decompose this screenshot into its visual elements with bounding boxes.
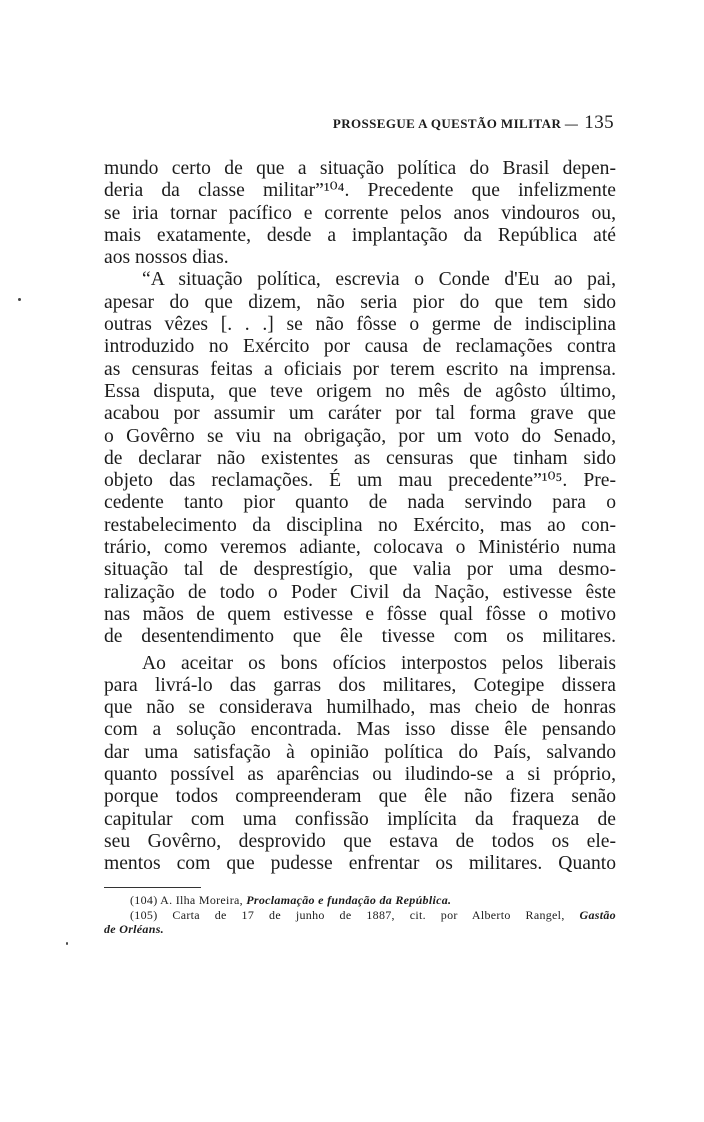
text-line: deria da classe militar”¹⁰⁴. Precedente que infelizmente <box>104 180 616 202</box>
paragraph-1 <box>104 158 616 269</box>
text-line: de desentendimento que êle tivesse com os militares. <box>104 626 616 648</box>
text-line: outras vêzes [. . .] se não fôsse o germe de indisciplina <box>104 314 616 336</box>
text-line: apesar do que dizem, não seria pior do que tem sido <box>104 291 616 313</box>
footnote-text: A. Ilha Moreira, <box>160 893 243 907</box>
footnote-105-continuation <box>104 922 616 937</box>
footnote-number: (105) <box>130 907 158 922</box>
text-line: para livrá-lo das garras dos militares, Cotegipe dissera <box>104 674 616 696</box>
text-line: quanto possível as aparências ou iludindo-se a si próprio, <box>104 764 616 786</box>
text-line: restabelecimento da disciplina no Exército, mas ao con- <box>104 514 616 536</box>
text-line: seu Govêrno, desprovido que estava de todos os ele- <box>104 830 616 852</box>
paragraph-2 <box>104 269 616 648</box>
page-number: 135 <box>584 112 614 133</box>
text-line: capitular com uma confissão implícita da fraqueza de <box>104 808 616 830</box>
text-line: mentos com que pudesse enfrentar os militares. Quanto <box>104 853 616 875</box>
text-line: ralização de todo o Poder Civil da Nação, estivesse êste <box>104 581 616 603</box>
text-line: Ao aceitar os bons ofícios interpostos pelos liberais <box>142 652 616 674</box>
scan-speck <box>18 298 21 301</box>
text-line: que não se considerava humilhado, mas cheio de honras <box>104 697 616 719</box>
text-line: acabou por assumir um caráter por tal forma grave que <box>104 403 616 425</box>
footnote-105 <box>104 908 616 923</box>
text-line: aos nossos dias. <box>104 247 229 269</box>
text-line: introduzido no Exército por causa de reclamações contra <box>104 336 616 358</box>
text-line: cedente tanto pior quanto de nada servindo para o <box>104 492 616 514</box>
footnote-title: Proclamação e fundação da República. <box>246 893 452 907</box>
text-line: mundo certo de que a situação política do Brasil depen- <box>104 158 616 179</box>
running-head: PROSSEGUE A QUESTÃO MILITAR — <box>332 116 579 131</box>
text-line: mais exatamente, desde a implantação da República até <box>104 224 616 246</box>
footnote-title: de Orléans. <box>104 922 164 936</box>
text-line: se iria tornar pacífico e corrente pelos anos vindouros ou, <box>104 202 616 224</box>
text-line: dar uma satisfação à opinião política do País, salvando <box>104 741 616 763</box>
text-line: trário, como veremos adiante, colocava o Ministério numa <box>104 537 616 559</box>
text-line: nas mãos de quem estivesse e fôsse qual fôsse o motivo <box>104 603 616 625</box>
text-line: o Govêrno se viu na obrigação, por um voto do Senado, <box>104 425 616 447</box>
footnote-number: (104) <box>130 893 158 907</box>
text-line: de declarar não existentes as censuras que tinham sido <box>104 447 616 469</box>
text-line: situação tal de desprestígio, que valia por uma desmo- <box>104 559 616 581</box>
footnotes <box>104 893 616 937</box>
text-line: Essa disputa, que teve origem no mês de agôsto último, <box>104 380 616 402</box>
text-line: “A situação política, escrevia o Conde d'Eu ao pai, <box>142 269 616 291</box>
paragraph-3 <box>104 653 616 876</box>
page-header <box>274 112 614 134</box>
footnote-text: Carta de 17 de junho de 1887, cit. por Alberto Rangel, <box>172 907 565 922</box>
text-line: porque todos compreenderam que êle não fizera senão <box>104 786 616 808</box>
text-line: objeto das reclamações. É um mau precedente”¹⁰⁵. Pre- <box>104 470 616 492</box>
footnote-104 <box>104 893 616 908</box>
main-text <box>104 158 616 876</box>
text-line: com a solução encontrada. Mas isso disse êle pensando <box>104 719 616 741</box>
text-line: as censuras feitas a oficiais por terem escrito na imprensa. <box>104 358 616 380</box>
scan-speck <box>66 942 68 945</box>
footnote-rule <box>104 887 201 888</box>
footnote-title: Gastão <box>579 907 616 922</box>
